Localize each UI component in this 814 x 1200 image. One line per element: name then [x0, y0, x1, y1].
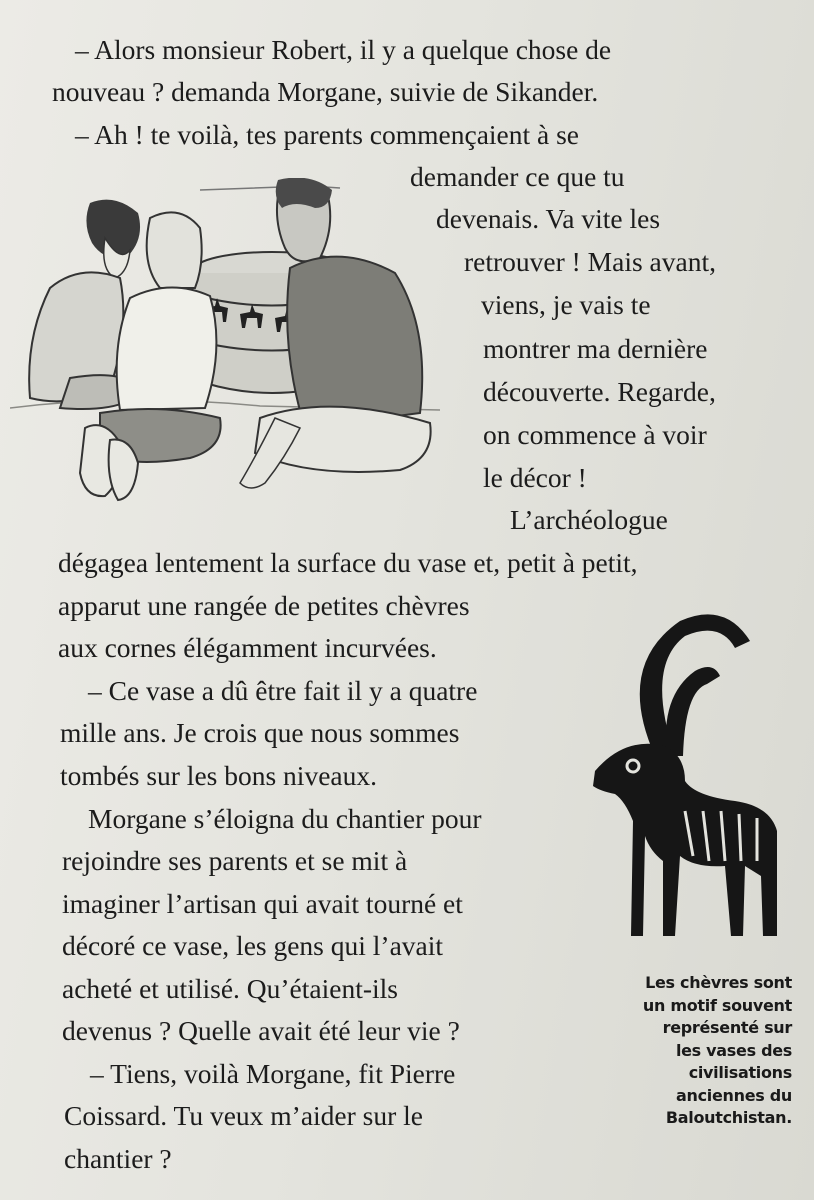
- text-line: tombés sur les bons niveaux.: [60, 760, 377, 791]
- text-line: le décor !: [483, 462, 587, 493]
- goat-motif-illustration: [585, 606, 790, 946]
- caption-line: un motif souvent: [642, 995, 792, 1015]
- caption-line: anciennes du: [676, 1085, 792, 1105]
- caption-line: civilisations: [688, 1063, 792, 1082]
- text-line: apparut une rangée de petites chèvres: [58, 590, 470, 621]
- text-line: décoré ce vase, les gens qui l’avait: [62, 930, 444, 961]
- caption-line: représenté sur: [662, 1018, 792, 1037]
- text-line: montrer ma dernière: [483, 333, 708, 364]
- goat-caption: [592, 972, 792, 1130]
- text-line: dégagea lentement la surface du vase et, petit à petit,: [58, 547, 638, 578]
- text-line: – Ah ! te voilà, tes parents commençaient à se: [75, 119, 579, 150]
- archaeology-illustration: [10, 178, 440, 508]
- text-line: – Tiens, voilà Morgane, fit Pierre: [90, 1058, 456, 1089]
- text-line: Morgane s’éloigna du chantier pour: [88, 803, 482, 834]
- text-line: acheté et utilisé. Qu’étaient-ils: [62, 973, 398, 1004]
- text-line: aux cornes élégamment incurvées.: [58, 632, 437, 663]
- caption-line: Les chèvres sont: [645, 973, 792, 992]
- text-line: L’archéologue: [510, 504, 668, 535]
- text-line: devenais. Va vite les: [436, 203, 661, 234]
- text-line: viens, je vais te: [481, 289, 651, 320]
- text-line: on commence à voir: [483, 419, 707, 450]
- text-line: retrouver ! Mais avant,: [464, 246, 716, 277]
- text-line: – Alors monsieur Robert, il y a quelque chose de: [75, 34, 612, 65]
- text-line: mille ans. Je crois que nous sommes: [60, 717, 460, 748]
- text-line: chantier ?: [64, 1143, 172, 1174]
- text-line: rejoindre ses parents et se mit à: [62, 845, 408, 876]
- caption-line: Baloutchistan.: [665, 1108, 792, 1127]
- text-line: demander ce que tu: [410, 161, 625, 192]
- text-line: devenus ? Quelle avait été leur vie ?: [62, 1015, 460, 1046]
- text-line: imaginer l’artisan qui avait tourné et: [62, 888, 463, 919]
- text-line: nouveau ? demanda Morgane, suivie de Sikander.: [52, 76, 599, 107]
- text-line: découverte. Regarde,: [483, 376, 716, 407]
- text-line: – Ce vase a dû être fait il y a quatre: [88, 675, 478, 706]
- caption-line: les vases des: [675, 1040, 792, 1060]
- text-line: Coissard. Tu veux m’aider sur le: [64, 1100, 424, 1131]
